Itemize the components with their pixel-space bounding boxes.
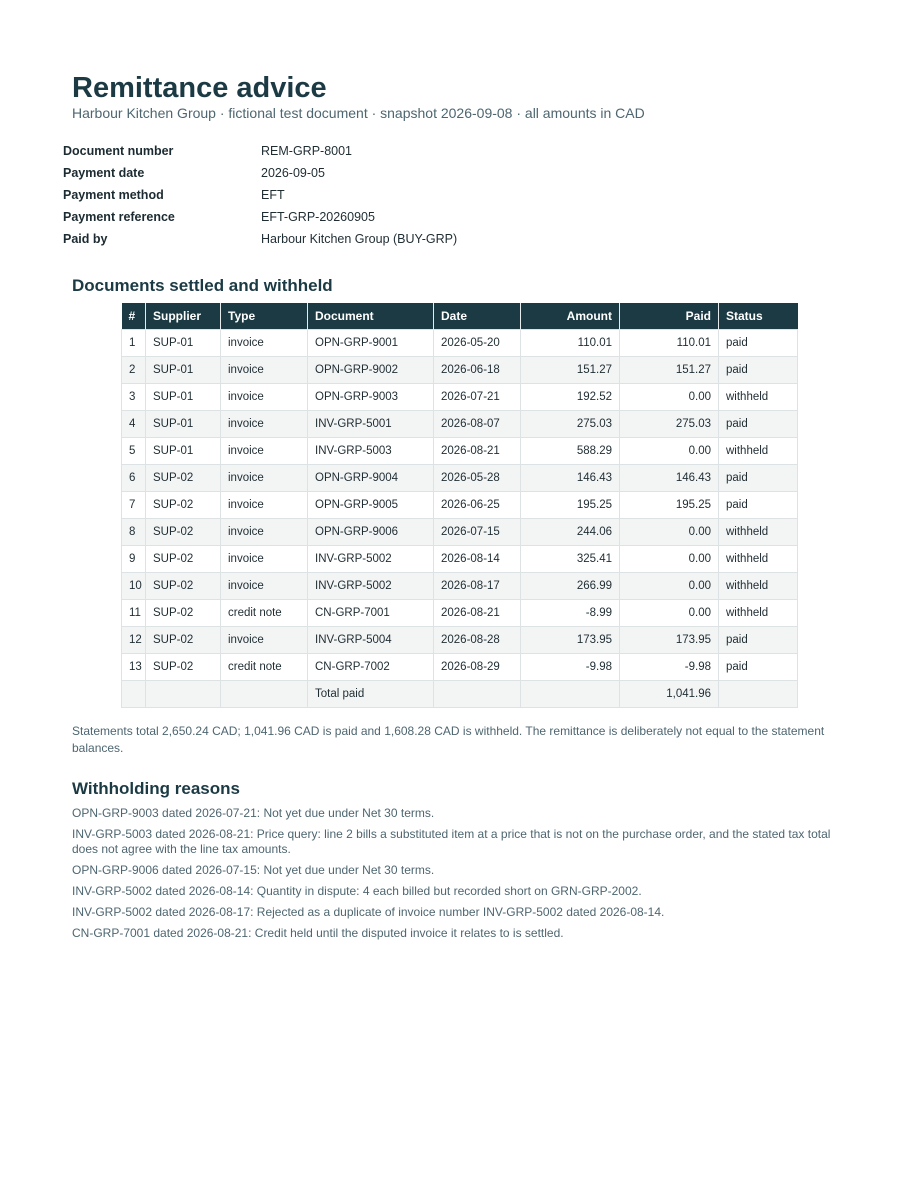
column-header-document: Document xyxy=(308,303,434,330)
cell-paid: 275.03 xyxy=(620,411,719,438)
table-row xyxy=(122,330,798,357)
cell-date: 2026-07-15 xyxy=(434,519,521,546)
meta-value: 2026-09-05 xyxy=(261,166,325,180)
cell-type: credit note xyxy=(221,654,308,681)
cell-index: 5 xyxy=(122,438,146,465)
cell-index: 2 xyxy=(122,357,146,384)
cell-amount: -9.98 xyxy=(521,654,620,681)
cell-status: withheld xyxy=(719,384,798,411)
cell-amount: 192.52 xyxy=(521,384,620,411)
cell-supplier: SUP-02 xyxy=(146,492,221,519)
cell-status: paid xyxy=(719,627,798,654)
cell-type: invoice xyxy=(221,330,308,357)
cell-document: CN-GRP-7001 xyxy=(308,600,434,627)
cell-type: invoice xyxy=(221,573,308,600)
table-row xyxy=(122,654,798,681)
table-row xyxy=(122,411,798,438)
table-row xyxy=(122,357,798,384)
meta-value: REM-GRP-8001 xyxy=(261,144,352,158)
cell-status: paid xyxy=(719,492,798,519)
cell-index: 8 xyxy=(122,519,146,546)
cell-status: withheld xyxy=(719,438,798,465)
cell-supplier: SUP-02 xyxy=(146,573,221,600)
total-paid-value: 1,041.96 xyxy=(620,681,719,708)
total-cell-empty xyxy=(122,681,146,708)
table-body xyxy=(122,330,798,681)
cell-date: 2026-05-28 xyxy=(434,465,521,492)
cell-status: paid xyxy=(719,654,798,681)
cell-supplier: SUP-02 xyxy=(146,465,221,492)
cell-type: invoice xyxy=(221,546,308,573)
cell-index: 3 xyxy=(122,384,146,411)
cell-document: OPN-GRP-9002 xyxy=(308,357,434,384)
cell-type: invoice xyxy=(221,519,308,546)
meta-row xyxy=(63,206,457,228)
cell-type: invoice xyxy=(221,627,308,654)
cell-date: 2026-08-07 xyxy=(434,411,521,438)
cell-type: invoice xyxy=(221,357,308,384)
cell-index: 12 xyxy=(122,627,146,654)
cell-document: INV-GRP-5003 xyxy=(308,438,434,465)
total-label: Total paid xyxy=(308,681,434,708)
cell-amount: 244.06 xyxy=(521,519,620,546)
cell-index: 6 xyxy=(122,465,146,492)
table-row xyxy=(122,465,798,492)
cell-date: 2026-06-25 xyxy=(434,492,521,519)
total-row xyxy=(122,681,798,708)
meta-label: Payment reference xyxy=(63,210,175,224)
meta-row xyxy=(63,162,457,184)
column-header-amount: Amount xyxy=(521,303,620,330)
cell-status: withheld xyxy=(719,600,798,627)
cell-status: paid xyxy=(719,411,798,438)
cell-amount: 195.25 xyxy=(521,492,620,519)
page-subtitle: Harbour Kitchen Group · fictional test document · snapshot 2026-09-08 · all amounts in CAD xyxy=(72,105,645,121)
cell-type: invoice xyxy=(221,492,308,519)
table-row xyxy=(122,627,798,654)
cell-paid: 0.00 xyxy=(620,600,719,627)
cell-amount: -8.99 xyxy=(521,600,620,627)
column-header-type: Type xyxy=(221,303,308,330)
cell-supplier: SUP-01 xyxy=(146,438,221,465)
cell-date: 2026-08-29 xyxy=(434,654,521,681)
cell-supplier: SUP-02 xyxy=(146,546,221,573)
cell-supplier: SUP-01 xyxy=(146,384,221,411)
reasons-heading: Withholding reasons xyxy=(72,779,240,798)
withholding-reason: INV-GRP-5003 dated 2026-08-21: Price query: line 2 bills a substituted item at a price that is not on the purchase order, and the stated tax total does not agree with the line tax amounts. xyxy=(72,827,831,856)
table-header-row xyxy=(122,303,798,330)
cell-status: paid xyxy=(719,357,798,384)
cell-date: 2026-08-28 xyxy=(434,627,521,654)
cell-supplier: SUP-02 xyxy=(146,654,221,681)
cell-type: invoice xyxy=(221,384,308,411)
cell-paid: -9.98 xyxy=(620,654,719,681)
column-header-paid: Paid xyxy=(620,303,719,330)
meta-value: Harbour Kitchen Group (BUY-GRP) xyxy=(261,232,458,246)
cell-index: 11 xyxy=(122,600,146,627)
cell-supplier: SUP-02 xyxy=(146,627,221,654)
cell-index: 10 xyxy=(122,573,146,600)
cell-paid: 110.01 xyxy=(620,330,719,357)
cell-paid: 151.27 xyxy=(620,357,719,384)
cell-index: 13 xyxy=(122,654,146,681)
table-row xyxy=(122,519,798,546)
cell-date: 2026-08-17 xyxy=(434,573,521,600)
cell-paid: 0.00 xyxy=(620,546,719,573)
cell-date: 2026-05-20 xyxy=(434,330,521,357)
cell-amount: 275.03 xyxy=(521,411,620,438)
cell-date: 2026-08-14 xyxy=(434,546,521,573)
meta-row xyxy=(63,184,457,206)
meta-label: Payment method xyxy=(63,188,164,202)
cell-paid: 195.25 xyxy=(620,492,719,519)
cell-document: OPN-GRP-9003 xyxy=(308,384,434,411)
cell-type: invoice xyxy=(221,438,308,465)
cell-index: 4 xyxy=(122,411,146,438)
settled-heading: Documents settled and withheld xyxy=(72,276,333,295)
cell-status: withheld xyxy=(719,573,798,600)
cell-paid: 0.00 xyxy=(620,438,719,465)
withholding-reason: OPN-GRP-9003 dated 2026-07-21: Not yet due under Net 30 terms. xyxy=(72,806,435,820)
cell-index: 1 xyxy=(122,330,146,357)
cell-date: 2026-08-21 xyxy=(434,438,521,465)
table-row xyxy=(122,573,798,600)
cell-date: 2026-06-18 xyxy=(434,357,521,384)
cell-amount: 266.99 xyxy=(521,573,620,600)
column-header-status: Status xyxy=(719,303,798,330)
cell-supplier: SUP-01 xyxy=(146,411,221,438)
cell-document: OPN-GRP-9004 xyxy=(308,465,434,492)
cell-document: OPN-GRP-9001 xyxy=(308,330,434,357)
total-cell-empty xyxy=(434,681,521,708)
table-row xyxy=(122,384,798,411)
meta-row xyxy=(63,140,457,162)
meta-label: Paid by xyxy=(63,232,108,246)
cell-document: INV-GRP-5002 xyxy=(308,573,434,600)
cell-supplier: SUP-02 xyxy=(146,600,221,627)
meta-value: EFT xyxy=(261,188,285,202)
cell-supplier: SUP-01 xyxy=(146,330,221,357)
cell-paid: 146.43 xyxy=(620,465,719,492)
cell-amount: 110.01 xyxy=(521,330,620,357)
cell-document: OPN-GRP-9006 xyxy=(308,519,434,546)
cell-paid: 173.95 xyxy=(620,627,719,654)
page-title: Remittance advice xyxy=(72,72,327,104)
cell-amount: 588.29 xyxy=(521,438,620,465)
column-header-index: # xyxy=(122,303,146,330)
cell-paid: 0.00 xyxy=(620,519,719,546)
table-row xyxy=(122,546,798,573)
meta-label: Payment date xyxy=(63,166,145,180)
meta-label: Document number xyxy=(63,144,174,158)
withholding-reason: INV-GRP-5002 dated 2026-08-17: Rejected as a duplicate of invoice number INV-GRP-5002 dated 2026-08-14. xyxy=(72,905,665,919)
cell-document: CN-GRP-7002 xyxy=(308,654,434,681)
meta-row xyxy=(63,228,457,250)
table-row xyxy=(122,492,798,519)
cell-paid: 0.00 xyxy=(620,573,719,600)
cell-status: withheld xyxy=(719,519,798,546)
table-row xyxy=(122,600,798,627)
summary-note: Statements total 2,650.24 CAD; 1,041.96 CAD is paid and 1,608.28 CAD is withheld. The remittance is deliberately not equal to the statement balances. xyxy=(72,724,825,755)
cell-type: invoice xyxy=(221,465,308,492)
withholding-reason: INV-GRP-5002 dated 2026-08-14: Quantity in dispute: 4 each billed but recorded short on GRN-GRP-2002. xyxy=(72,884,642,898)
cell-amount: 173.95 xyxy=(521,627,620,654)
meta-value: EFT-GRP-20260905 xyxy=(261,210,375,224)
cell-supplier: SUP-02 xyxy=(146,519,221,546)
column-header-supplier: Supplier xyxy=(146,303,221,330)
cell-paid: 0.00 xyxy=(620,384,719,411)
total-cell-empty xyxy=(719,681,798,708)
cell-amount: 151.27 xyxy=(521,357,620,384)
cell-document: INV-GRP-5001 xyxy=(308,411,434,438)
total-cell-empty xyxy=(521,681,620,708)
cell-type: credit note xyxy=(221,600,308,627)
table-row xyxy=(122,438,798,465)
withholding-reason: OPN-GRP-9006 dated 2026-07-15: Not yet due under Net 30 terms. xyxy=(72,863,435,877)
total-cell-empty xyxy=(146,681,221,708)
total-cell-empty xyxy=(221,681,308,708)
cell-document: INV-GRP-5002 xyxy=(308,546,434,573)
cell-date: 2026-08-21 xyxy=(434,600,521,627)
payment-details xyxy=(63,140,457,250)
cell-supplier: SUP-01 xyxy=(146,357,221,384)
cell-document: INV-GRP-5004 xyxy=(308,627,434,654)
cell-type: invoice xyxy=(221,411,308,438)
reasons-list xyxy=(72,806,842,947)
cell-status: paid xyxy=(719,465,798,492)
cell-index: 9 xyxy=(122,546,146,573)
cell-date: 2026-07-21 xyxy=(434,384,521,411)
cell-amount: 146.43 xyxy=(521,465,620,492)
cell-amount: 325.41 xyxy=(521,546,620,573)
cell-document: OPN-GRP-9005 xyxy=(308,492,434,519)
cell-index: 7 xyxy=(122,492,146,519)
column-header-date: Date xyxy=(434,303,521,330)
documents-table xyxy=(121,303,798,708)
cell-status: withheld xyxy=(719,546,798,573)
withholding-reason: CN-GRP-7001 dated 2026-08-21: Credit held until the disputed invoice it relates to is settled. xyxy=(72,926,564,940)
cell-status: paid xyxy=(719,330,798,357)
